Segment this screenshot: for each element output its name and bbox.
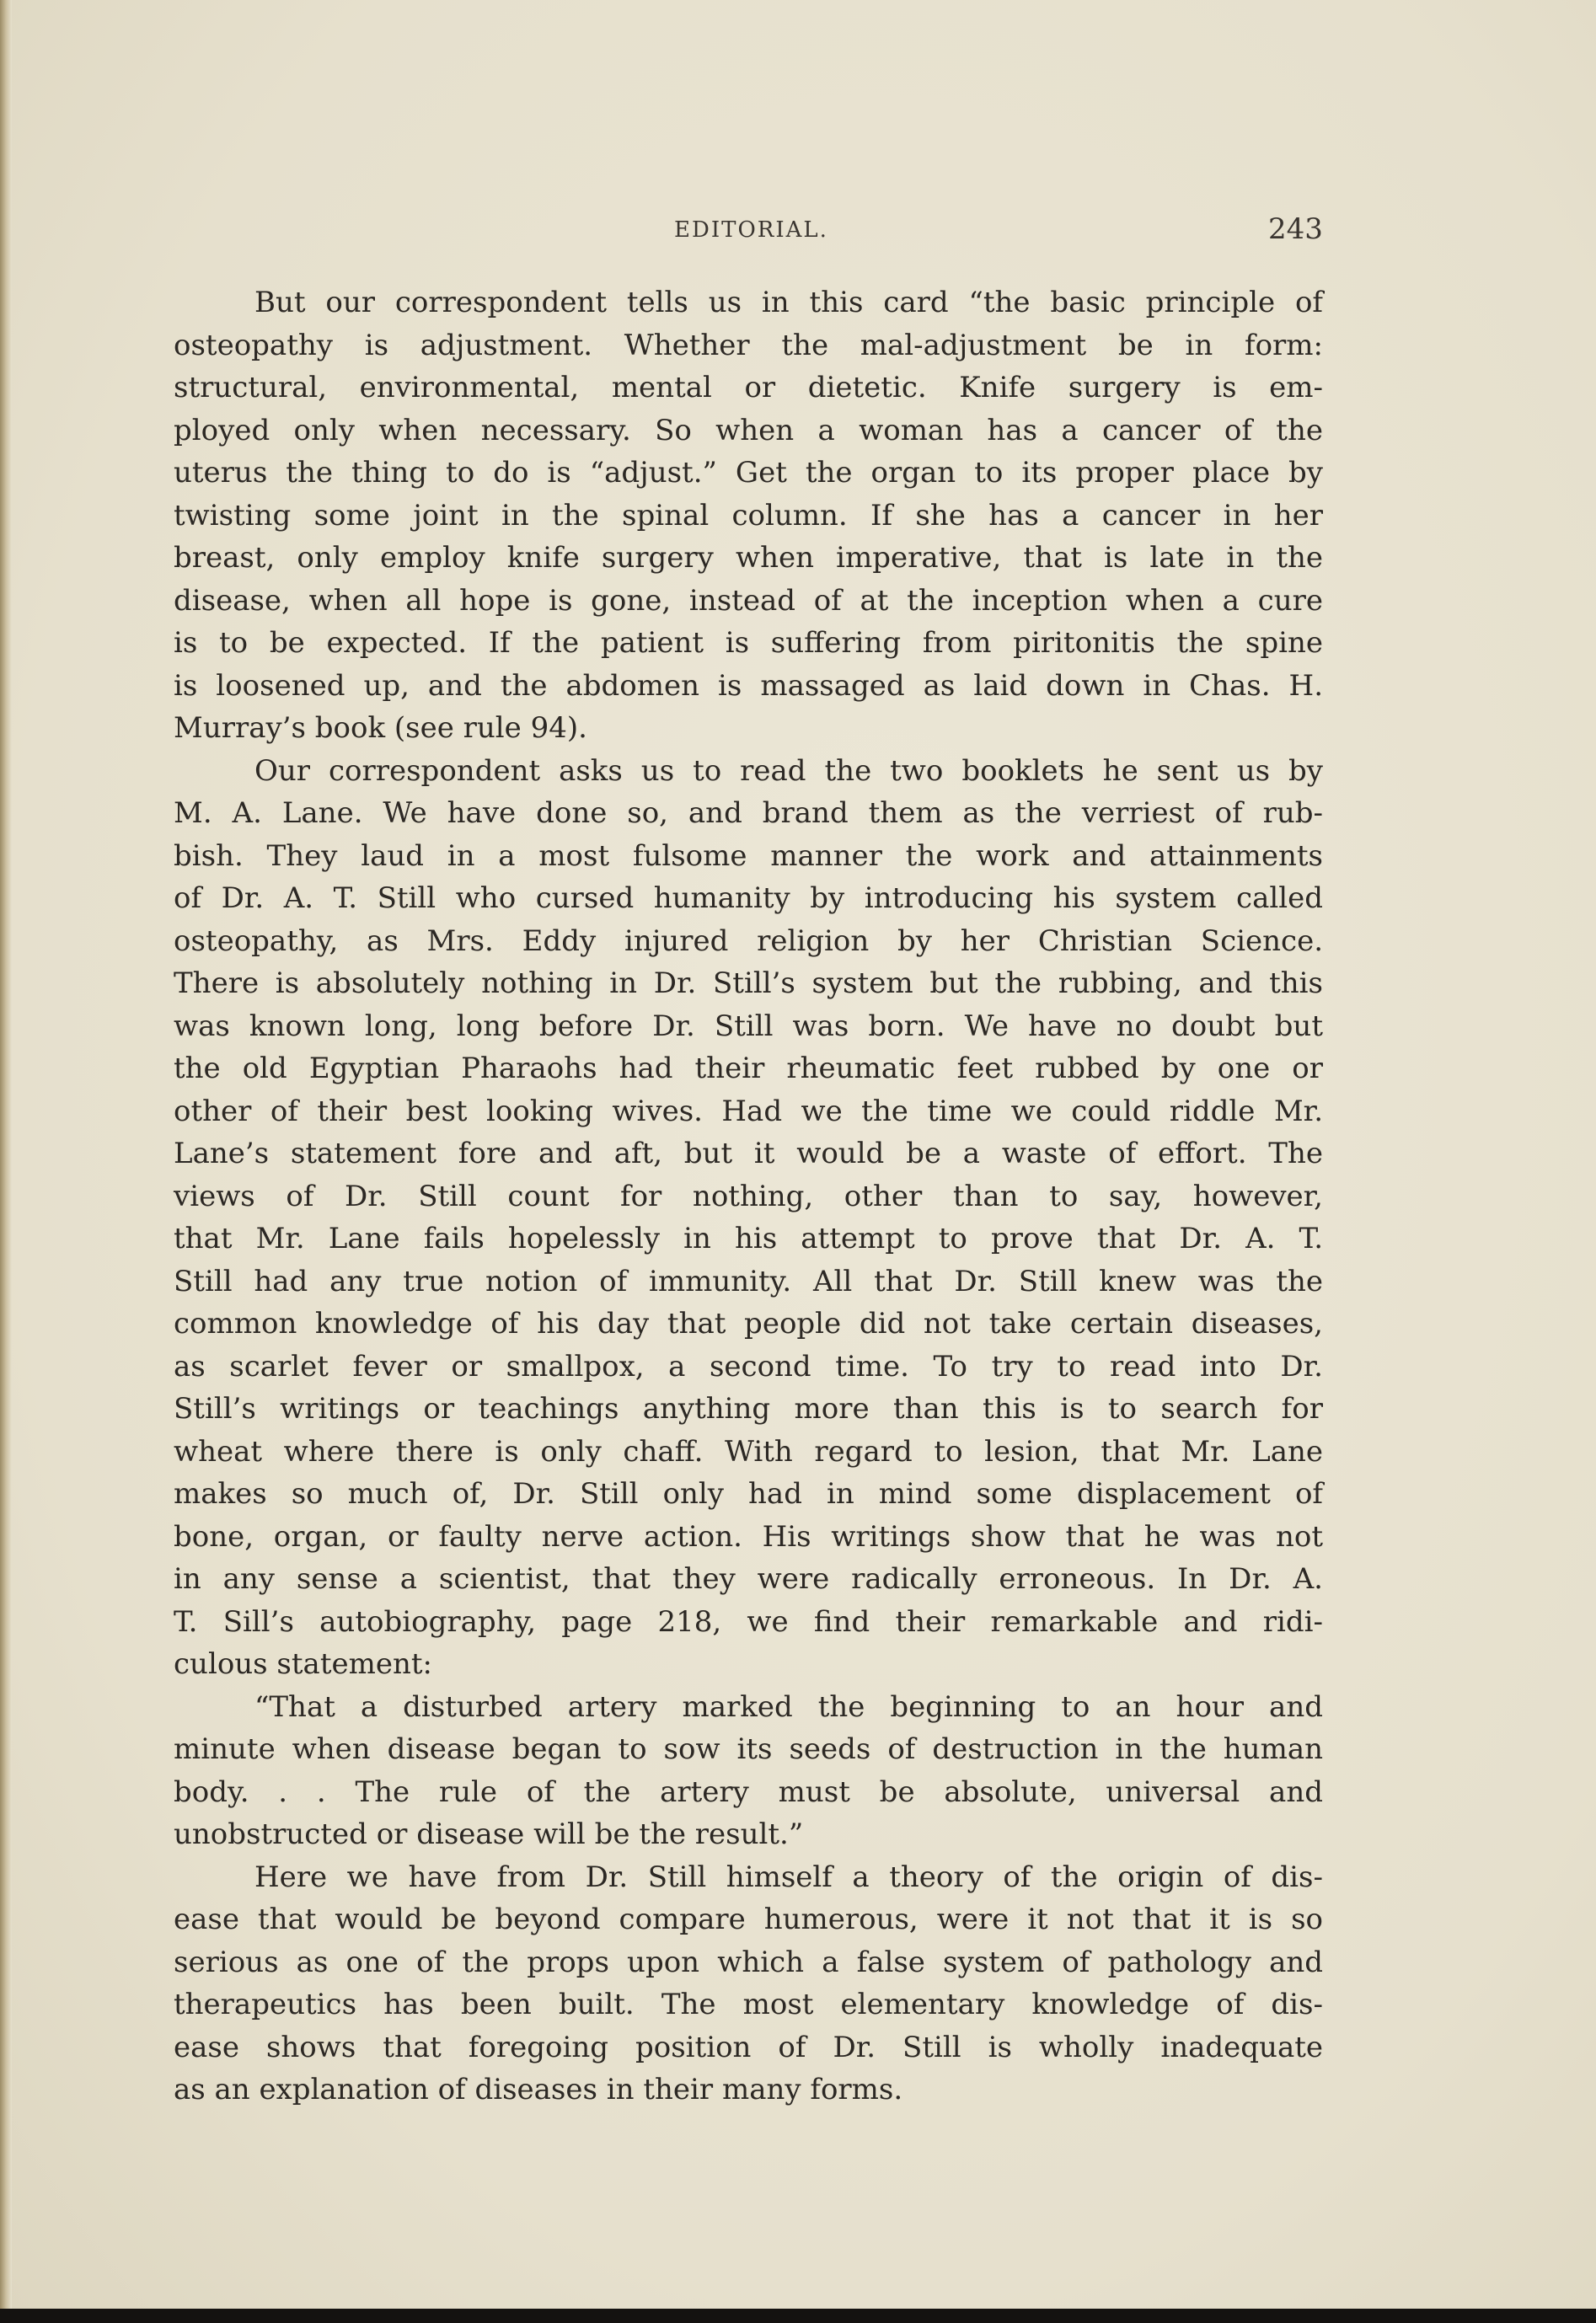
text-line: ease that would be beyond compare humerous, were it not that it is so bbox=[174, 1903, 1323, 1936]
text-line: Lane’s statement fore and aft, but it would be a waste of effort. The bbox=[174, 1137, 1323, 1170]
text-line: bone, organ, or faulty nerve action. His writings show that he was not bbox=[174, 1519, 1323, 1554]
text-line: Still’s writings or teachings anything more than this is to search for bbox=[174, 1392, 1323, 1426]
text-line: There is absolutely nothing in Dr. Still’s system but the rubbing, and this bbox=[174, 966, 1323, 1000]
text-line: wheat where there is only chaff. With regard to lesion, that Mr. Lane bbox=[174, 1434, 1323, 1469]
page-number: 243 bbox=[1268, 212, 1323, 246]
text-line: serious as one of the props upon which a false system of pathology and bbox=[174, 1945, 1323, 1979]
text-line: But our correspondent tells us in this card “the basic principle of bbox=[254, 286, 1323, 319]
text-line: other of their best looking wives. Had we the time we could riddle Mr. bbox=[174, 1094, 1323, 1128]
text-line: therapeutics has been built. The most elementary knowledge of dis- bbox=[174, 1988, 1323, 2021]
text-line: disease, when all hope is gone, instead of at the inception when a cure bbox=[174, 583, 1323, 618]
text-line: the old Egyptian Pharaohs had their rheumatic feet rubbed by one or bbox=[174, 1052, 1323, 1085]
text-line: is to be expected. If the patient is suffering from piritonitis the spine bbox=[174, 626, 1323, 660]
text-line: is loosened up, and the abdomen is massaged as laid down in Chas. H. bbox=[174, 668, 1323, 703]
text-line: structural, environmental, mental or dietetic. Knife surgery is em- bbox=[174, 371, 1323, 404]
text-line: of Dr. A. T. Still who cursed humanity by introducing his system called bbox=[174, 881, 1323, 915]
editorial-body bbox=[174, 281, 1323, 2112]
page-binding-edge bbox=[0, 0, 12, 2309]
text-line: Here we have from Dr. Still himself a theory of the origin of dis- bbox=[254, 1860, 1323, 1894]
text-line: twisting some joint in the spinal column. If she has a cancer in her bbox=[174, 498, 1323, 533]
text-line: uterus the thing to do is “adjust.” Get the organ to its proper place by bbox=[174, 456, 1323, 490]
text-line: culous statement: bbox=[174, 1647, 432, 1681]
text-line: as an explanation of diseases in their many forms. bbox=[174, 2073, 903, 2106]
text-line: T. Sill’s autobiography, page 218, we find their remarkable and ridi- bbox=[174, 1604, 1323, 1639]
text-line: ease shows that foregoing position of Dr. Still is wholly inadequate bbox=[174, 2030, 1323, 2064]
text-line: in any sense a scientist, that they were radically erroneous. In Dr. A. bbox=[174, 1562, 1323, 1596]
quotation-line: “That a disturbed artery marked the beginning to an hour and bbox=[254, 1689, 1323, 1724]
text-line: Murray’s book (see rule 94). bbox=[174, 711, 587, 745]
text-line: ployed only when necessary. So when a woman has a cancer of the bbox=[174, 413, 1323, 447]
text-line: as scarlet fever or smallpox, a second time. To try to read into Dr. bbox=[174, 1349, 1323, 1384]
scan-bottom-edge bbox=[0, 2309, 1596, 2323]
text-line: common knowledge of his day that people did not take certain diseases, bbox=[174, 1307, 1323, 1341]
quotation-line: minute when disease began to sow its seeds of destruction in the human bbox=[174, 1732, 1323, 1766]
text-line: Our correspondent asks us to read the two booklets he sent us by bbox=[254, 753, 1323, 788]
text-line: that Mr. Lane fails hopelessly in his attempt to prove that Dr. A. T. bbox=[174, 1222, 1323, 1255]
quotation-line: unobstructed or disease will be the result.” bbox=[174, 1817, 804, 1851]
text-line: makes so much of, Dr. Still only had in mind some displacement of bbox=[174, 1477, 1323, 1511]
text-line: Still had any true notion of immunity. All that Dr. Still knew was the bbox=[174, 1264, 1323, 1298]
text-line: breast, only employ knife surgery when imperative, that is late in the bbox=[174, 541, 1323, 575]
running-title: EDITORIAL. bbox=[674, 217, 828, 243]
text-line: bish. They laud in a most fulsome manner the work and attainments bbox=[174, 838, 1323, 873]
text-line: M. A. Lane. We have done so, and brand them as the verriest of rub- bbox=[174, 796, 1323, 830]
text-line: views of Dr. Still count for nothing, other than to say, however, bbox=[174, 1179, 1323, 1213]
text-line: was known long, long before Dr. Still was born. We have no doubt but bbox=[174, 1009, 1323, 1043]
running-head bbox=[0, 211, 1596, 251]
quotation-line: body. . . The rule of the artery must be absolute, universal and bbox=[174, 1774, 1323, 1809]
text-line: osteopathy is adjustment. Whether the mal-adjustment be in form: bbox=[174, 328, 1323, 362]
text-line: osteopathy, as Mrs. Eddy injured religion by her Christian Science. bbox=[174, 923, 1323, 958]
